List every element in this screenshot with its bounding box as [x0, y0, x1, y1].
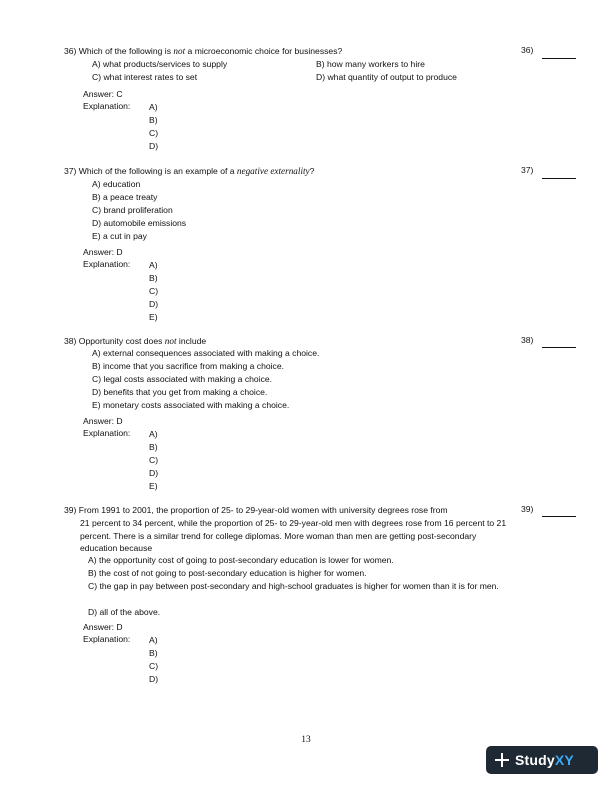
stem-text: ?: [309, 166, 315, 176]
explanation-letter: B): [149, 648, 158, 658]
answer: Answer: D: [83, 416, 123, 426]
stem-text: include: [176, 336, 207, 346]
stem-text: a microeconomic choice for businesses?: [185, 46, 343, 56]
option-b: B) the cost of not going to post-secondary education is higher for women.: [88, 568, 367, 578]
explanation-letter: D): [149, 674, 159, 684]
option-b: B) how many workers to hire: [316, 59, 425, 69]
question-stem: [64, 335, 514, 348]
question-number: 39): [521, 504, 534, 514]
stem-emphasis: not: [164, 336, 177, 346]
option-c: C) legal costs associated with making a choice.: [92, 374, 273, 384]
answer-blank: [542, 58, 576, 59]
answer: Answer: D: [83, 247, 123, 257]
question-number: 37): [521, 165, 534, 175]
explanation-letter: E): [149, 481, 158, 491]
option-e: E) a cut in pay: [92, 231, 147, 241]
explanation-letter: A): [149, 429, 158, 439]
option-d: D) all of the above.: [88, 607, 161, 617]
stem-emphasis: not: [173, 46, 186, 56]
stem-emphasis: negative externality: [236, 166, 310, 176]
stem-text: 36) Which of the following is: [64, 46, 174, 56]
question-stem-continued: 21 percent to 34 percent, while the proportion of 25- to 29-year-old men with degrees rose from 16 percent to 21 percent. There is a similar trend for college diplomas. More woman than men are getting post-secondary education because: [80, 518, 507, 554]
explanation-label: Explanation:: [83, 101, 131, 111]
brand-name: [515, 752, 574, 768]
explanation-letter: D): [149, 299, 159, 309]
option-d: D) benefits that you get from making a choice.: [92, 387, 268, 397]
brand-accent: XY: [554, 752, 574, 768]
explanation-letter: D): [149, 468, 159, 478]
question-stem: [64, 45, 514, 58]
explanation-letter: E): [149, 312, 158, 322]
answer-blank: [542, 516, 576, 517]
option-d: D) what quantity of output to produce: [316, 72, 457, 82]
explanation-letter: A): [149, 102, 158, 112]
plus-icon: [495, 753, 509, 767]
option-b: B) income that you sacrifice from making a choice.: [92, 361, 285, 371]
question-number: 38): [521, 335, 534, 345]
option-b: B) a peace treaty: [92, 192, 158, 202]
option-a: A) what products/services to supply: [92, 59, 228, 69]
brand-main: Study: [515, 752, 555, 768]
option-c: C) what interest rates to set: [92, 72, 198, 82]
stem-text: 37) Which of the following is an example of a: [64, 166, 237, 176]
explanation-label: Explanation:: [83, 259, 131, 269]
page-number: 13: [301, 735, 311, 745]
explanation-letter: C): [149, 661, 159, 671]
explanation-letter: B): [149, 115, 158, 125]
explanation-letter: C): [149, 286, 159, 296]
option-d: D) automobile emissions: [92, 218, 187, 228]
option-c: C) brand proliferation: [92, 205, 173, 215]
option-c: C) the gap in pay between post-secondary and high-school graduates is higher for women than it is for men.: [88, 581, 499, 591]
answer-blank: [542, 347, 576, 348]
question-stem: [64, 165, 514, 178]
explanation-letter: A): [149, 260, 158, 270]
explanation-letter: B): [149, 442, 158, 452]
studyxy-badge[interactable]: [486, 746, 598, 774]
option-e: E) monetary costs associated with making a choice.: [92, 400, 290, 410]
answer: Answer: C: [83, 89, 123, 99]
explanation-letter: A): [149, 635, 158, 645]
answer: Answer: D: [83, 622, 123, 632]
explanation-label: Explanation:: [83, 634, 131, 644]
explanation-label: Explanation:: [83, 428, 131, 438]
answer-blank: [542, 178, 576, 179]
explanation-letter: B): [149, 273, 158, 283]
explanation-letter: D): [149, 141, 159, 151]
option-a: A) external consequences associated with making a choice.: [92, 348, 320, 358]
option-a: A) education: [92, 179, 141, 189]
question-number: 36): [521, 45, 534, 55]
explanation-letter: C): [149, 455, 159, 465]
stem-text: 38) Opportunity cost does: [64, 336, 165, 346]
question-stem: 39) From 1991 to 2001, the proportion of 25- to 29-year-old women with university degrees rose from: [64, 505, 448, 515]
option-a: A) the opportunity cost of going to post-secondary education is lower for women.: [88, 555, 394, 565]
explanation-letter: C): [149, 128, 159, 138]
